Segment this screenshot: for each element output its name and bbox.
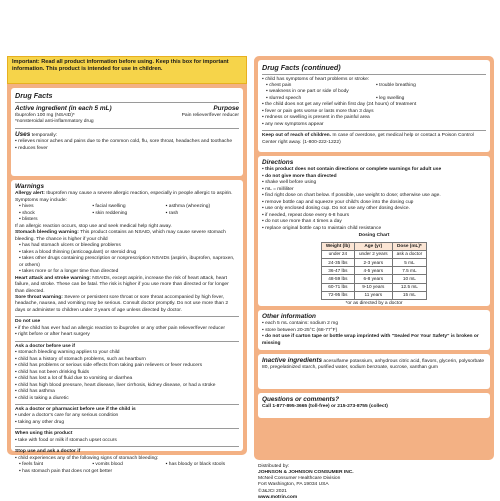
list-item: ▪ do not give more than directed <box>262 174 486 180</box>
list-item: ▪ asthma (wheezing) <box>166 204 239 210</box>
list-item: ▪ trouble breathing <box>376 83 486 89</box>
distributor-copyright: ©J&JCI 2021 <box>258 488 287 494</box>
list-item: ▪ remove bottle cap and squeeze your child's dose into the dosing cup <box>262 200 486 206</box>
drug-facts-continued-box <box>258 60 490 152</box>
nsaid-note: *nonsteroidal anti-inflammatory drug <box>15 119 94 125</box>
other-info-list <box>262 321 486 347</box>
dosing-chart-title: Dosing Chart <box>358 233 390 239</box>
allergy-symptoms <box>15 204 239 223</box>
keep-label: Keep out of reach of children. <box>262 133 332 139</box>
list-item: ▪ child has high blood pressure, heart disease, liver cirrhosis, kidney disease, or had a stroke <box>15 383 239 389</box>
list-item: ▪ rash <box>166 211 239 217</box>
table-cell: 24-35 lbs <box>321 259 354 267</box>
table-cell: 12.5 mL <box>392 283 427 291</box>
questions-box <box>258 393 490 418</box>
table-cell: 48-59 lbs <box>321 275 354 283</box>
directions-title: Directions <box>262 159 294 166</box>
divider <box>15 446 239 447</box>
other-information-box <box>258 310 490 350</box>
distributor-url: www.motrin.com <box>258 494 298 500</box>
heart-label: Heart attack and stroke warning: <box>15 275 91 281</box>
ask-pharmacist-title: Ask a doctor or pharmacist before use if the child is <box>15 407 136 412</box>
list-item: ▪ child experiences any of the following signs of stomach bleeding: <box>15 456 239 462</box>
do-not-use-title: Do not use <box>15 319 41 325</box>
table-row <box>321 250 426 258</box>
divider <box>15 128 239 129</box>
list-item: ▪ child has asthma <box>15 389 239 395</box>
heart-warning <box>15 276 239 295</box>
drug-facts-title: Drug Facts <box>15 91 239 103</box>
stomach-list <box>15 243 239 275</box>
table-cell: 4-5 years <box>354 267 392 275</box>
other-info-title: Other information <box>262 313 316 320</box>
list-item: ▪ has stomach pain that does not get better <box>19 469 239 475</box>
table-cell: 36-47 lbs <box>321 267 354 275</box>
allergy-alert <box>15 191 239 204</box>
stomach-warning <box>15 230 239 243</box>
list-item: ▪ if needed, repeat dose every 6-8 hours <box>262 213 486 219</box>
list-item: ▪ vomits blood <box>92 462 165 468</box>
list-item: ▪ child has lost a lot of fluid due to vomiting or diarrhea <box>15 376 239 382</box>
table-cell: 15 mL <box>392 291 427 299</box>
continued-list-rest <box>262 102 486 128</box>
keep-text: In case of overdose, get medical help or contact a Poison Control Center right away. (1-800-222-1222) <box>262 133 474 145</box>
list-item: ▪ has bloody or black stools <box>166 462 239 468</box>
allergy-label: Allergy alert: <box>15 191 45 197</box>
list-item: ▪ right before or after heart surgery <box>15 332 239 338</box>
distributor-label: Distributed by: <box>258 464 290 469</box>
uses-list <box>15 139 239 152</box>
purpose-heading: Purpose <box>213 104 239 112</box>
list-item: ▪ under a doctor's care for any serious condition <box>15 413 239 419</box>
ingredient-purpose: Pain reliever/fever reducer <box>181 112 239 118</box>
list-item: ▪ has had stomach ulcers or bleeding problems <box>19 243 239 249</box>
list-item: ▪ reduces fever <box>15 146 239 152</box>
list-item: ▪ slurred speech <box>266 96 376 102</box>
list-item: ▪ blisters <box>19 217 92 223</box>
list-item: ▪ replace original bottle cap to maintain child resistance <box>262 226 486 232</box>
divider <box>15 428 239 429</box>
important-notice-text: Important: Read all product information before using. Keep this box for important information. This product is intended for use in children. <box>12 59 229 72</box>
important-notice <box>7 56 247 84</box>
list-item: ▪ child has problems or serious side effects from taking pain relievers or fever reducers <box>15 363 239 369</box>
throat-label: Sore throat warning: <box>15 294 63 300</box>
throat-warning <box>15 295 239 314</box>
table-row <box>321 283 426 291</box>
list-item: ▪ find right dose on chart below. If possible, use weight to dose; otherwise use age. <box>262 193 486 199</box>
table-cell: 9-10 years <box>354 283 392 291</box>
questions-title: Questions or comments? <box>262 396 340 403</box>
allergy-text: Ibuprofen may cause a severe allergic reaction, especially in people allergic to aspirin. Symptoms may include: <box>15 191 233 203</box>
table-row <box>321 259 426 267</box>
divider <box>262 130 486 131</box>
list-item: ▪ shock <box>19 211 92 217</box>
list-item: ▪ child has symptoms of heart problems or stroke: <box>262 77 486 83</box>
distributor-division: McNeil Consumer Healthcare Division <box>258 476 341 482</box>
table-cell: 2-3 years <box>354 259 392 267</box>
dosing-chart-note: *or as directed by a doctor <box>345 301 403 307</box>
table-cell: 10 mL <box>392 275 427 283</box>
throat-text: Severe or persistent sore throat or sore throat accompanied by high fever, headache, nausea, and vomiting may be serious. Consult doctor promptly. Do not use more than 2 days or administer to children under 3 years of age unless directed by doctor. <box>15 294 229 313</box>
list-item: ▪ fever or pain gets worse or lasts more than 3 days <box>262 109 486 115</box>
list-item: ▪ do not use more than 4 times a day <box>262 219 486 225</box>
drug-facts-box <box>11 88 243 176</box>
list-item: ▪ weakness in one part or side of body <box>266 89 486 95</box>
uses-intro: temporarily: <box>31 132 58 138</box>
column-header: Dose (mL)* <box>392 242 427 250</box>
table-row <box>321 267 426 275</box>
list-item: ▪ facial swelling <box>92 204 165 210</box>
list-item: ▪ shake well before using <box>262 180 486 186</box>
divider <box>15 316 239 317</box>
list-item: ▪ stomach bleeding warning applies to your child <box>15 350 239 356</box>
table-header-row <box>321 242 426 250</box>
distributor-address: Fort Washington, PA 19034 USA <box>258 482 329 488</box>
table-row <box>321 275 426 283</box>
active-ingredient-header <box>15 105 239 113</box>
when-using-list <box>15 438 239 444</box>
list-item: ▪ hives <box>19 204 92 210</box>
heart-text: NSAIDs, except aspirin, increase the risk of heart attack, heart failure, and stroke. These can be fatal. The risk is higher if you use more than directed or for longer than directed. <box>15 275 229 294</box>
list-item: ▪ child has a history of stomach problems, such as heartburn <box>15 357 239 363</box>
distributor-company: JOHNSON & JOHNSON CONSUMER INC. <box>258 470 354 476</box>
warnings-title: Warnings <box>15 183 44 190</box>
uses-title: Uses <box>15 130 31 138</box>
list-item: ▪ redness or swelling is present in the painful area <box>262 115 486 121</box>
stop-use-signs-more <box>15 469 239 475</box>
table-cell: 72-95 lbs <box>321 291 354 299</box>
distributor-info <box>258 464 494 501</box>
list-item: ▪ child has not been drinking fluids <box>15 370 239 376</box>
list-item: ▪ use only enclosed dosing cup. Do not use any other dosing device. <box>262 206 486 212</box>
stomach-label: Stomach bleeding warning: <box>15 230 79 236</box>
list-item: ▪ this product does not contain directions or complete warnings for adult use <box>262 167 486 173</box>
table-cell: ask a doctor <box>392 250 427 258</box>
list-item: ▪ chest pain <box>266 83 376 89</box>
list-item: ▪ takes other drugs containing prescription or nonprescription NSAIDs (aspirin, ibuprofen, naproxen, or others) <box>19 256 239 269</box>
dosing-chart <box>321 242 427 300</box>
list-item: ▪ relieves minor aches and pains due to the common cold, flu, sore throat, headaches and toothache <box>15 139 239 145</box>
list-item: ▪ each 5 mL contains: sodium 2 mg <box>262 321 486 327</box>
allergy-after: If an allergic reaction occurs, stop use and seek medical help right away. <box>15 223 172 229</box>
list-item: ▪ leg swelling <box>376 96 486 102</box>
ask-doctor-list <box>15 350 239 402</box>
list-item: ▪ do not use if carton tape or bottle wrap imprinted with "Sealed For Your Safety" is broken or missing <box>262 334 486 347</box>
list-item: ▪ if the child has ever had an allergic reaction to ibuprofen or any other pain reliever/fever reducer <box>15 326 239 332</box>
table-cell: 5 mL <box>392 259 427 267</box>
list-item: ▪ mL = milliliter <box>262 187 486 193</box>
stop-use-title: Stop use and ask a doctor if <box>15 449 81 455</box>
when-using-title: When using this product <box>15 431 73 437</box>
do-not-use-list <box>15 326 239 339</box>
questions-text: Call 1-877-895-3665 (toll-free) or 215-273-8755 (collect) <box>262 404 388 410</box>
ask-doctor-title: Ask a doctor before use if <box>15 343 76 349</box>
list-item: ▪ take with food or milk if stomach upset occurs <box>15 438 239 444</box>
stomach-text: This product contains an NSAID, which may cause severe stomach bleeding. The chance is higher if your child <box>15 230 226 242</box>
table-cell: 7.5 mL <box>392 267 427 275</box>
table-cell: 6-8 years <box>354 275 392 283</box>
list-item: ▪ feels faint <box>19 462 92 468</box>
directions-list <box>262 167 486 232</box>
active-ingredient-heading: Active ingredient (in each 5 mL) <box>15 104 112 112</box>
list-item: ▪ any new symptoms appear <box>262 122 486 128</box>
table-cell: 60-71 lbs <box>321 283 354 291</box>
column-header: Age (yr) <box>354 242 392 250</box>
inactive-ingredients-box <box>258 354 490 389</box>
table-cell: under 24 <box>321 250 354 258</box>
ask-pharmacist-list <box>15 413 239 426</box>
table-cell: under 2 years <box>354 250 392 258</box>
divider <box>15 404 239 405</box>
divider <box>15 341 239 342</box>
list-item: ▪ store between 20-25°C (68-77°F) <box>262 328 486 334</box>
directions-box <box>258 156 490 306</box>
inactive-title: Inactive ingredients <box>262 357 323 364</box>
list-item: ▪ takes a blood thinning (anticoagulant) or steroid drug <box>19 250 239 256</box>
table-row <box>321 291 426 299</box>
list-item: ▪ the child does not get any relief within first day (24 hours) of treatment <box>262 102 486 108</box>
list-item: ▪ taking any other drug <box>15 420 239 426</box>
list-item: ▪ takes more or for a longer time than directed <box>19 269 239 275</box>
stop-use-signs <box>15 462 239 468</box>
keep-out-of-reach <box>262 133 486 146</box>
list-item: ▪ skin reddening <box>92 211 165 217</box>
list-item: ▪ child is taking a diuretic <box>15 396 239 402</box>
continued-title: Drug Facts (continued) <box>262 63 486 75</box>
ingredient-name: Ibuprofen 100 mg (NSAID)* <box>15 112 75 118</box>
warnings-box <box>11 180 243 474</box>
table-cell: 11 years <box>354 291 392 299</box>
column-header: Weight (lb) <box>321 242 354 250</box>
inactive-text: acesulfame potassium, anhydrous citric acid, flavors, glycerin, polysorbate 80, pregelatinized starch, purified water, sodium benzoate, sucrose, xanthan gum <box>262 359 485 371</box>
